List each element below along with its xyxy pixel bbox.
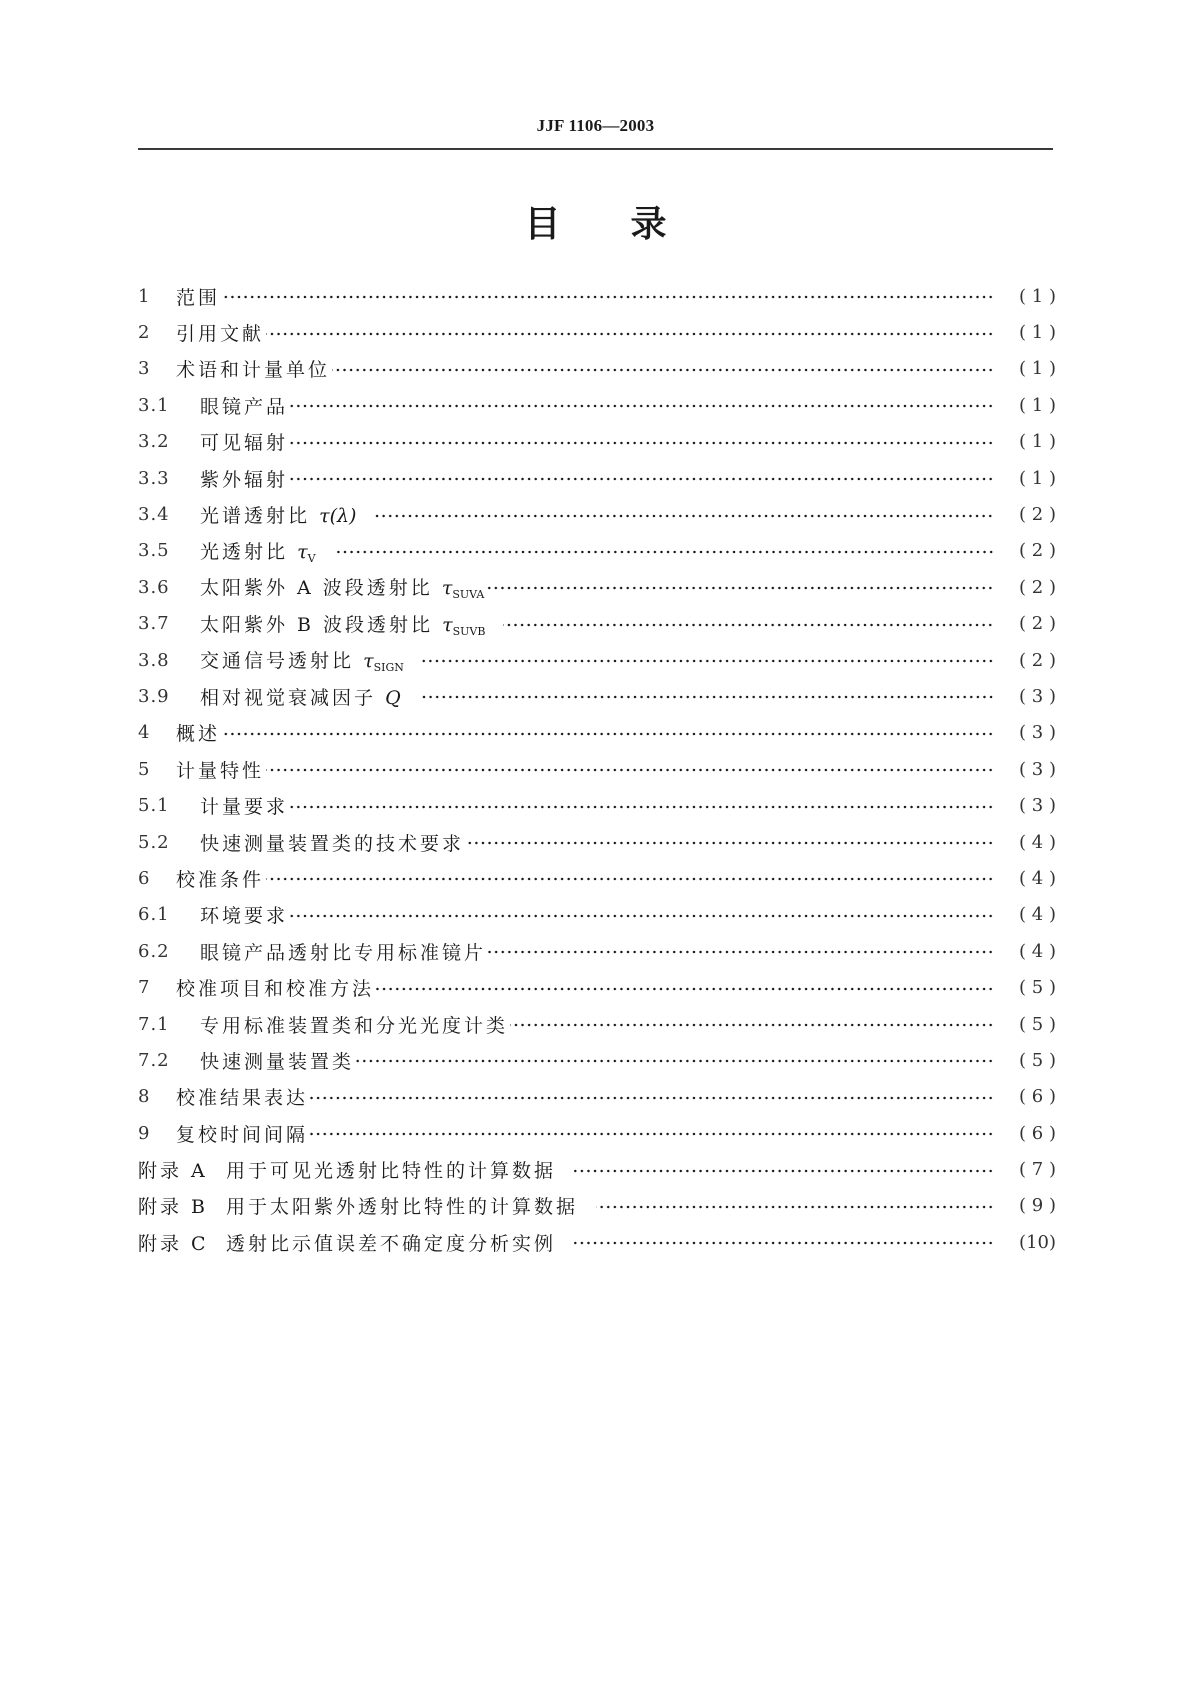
standard-code-header: JJF 1106—2003 (536, 116, 655, 135)
toc-entry-page: ( 2 ) (1019, 540, 1056, 562)
toc-entry-3-9[interactable] (138, 678, 1056, 714)
toc-entry-number: 6 (138, 867, 151, 889)
toc-entry-page: ( 4 ) (1019, 831, 1056, 853)
appendix-prefix: 附录 B (138, 1196, 209, 1219)
toc-entry-3-1[interactable] (138, 387, 1056, 423)
toc-entry-label: 快速测量装置类 (200, 1047, 354, 1074)
toc-entry-page: ( 3 ) (1019, 685, 1056, 707)
dot-leader (290, 804, 994, 810)
symbol-subscript: SUVB (452, 624, 486, 638)
toc-entry-label: 眼镜产品 (200, 392, 288, 419)
symbol-subscript: V (307, 551, 316, 565)
dot-leader (574, 1168, 994, 1174)
dot-leader (266, 331, 994, 337)
toc-entry-number: 5 (138, 758, 151, 780)
toc-entry-page: ( 1 ) (1019, 285, 1056, 307)
appendix-prefix: 附录 C (138, 1232, 209, 1255)
toc-entry-page: ( 5 ) (1019, 977, 1056, 999)
toc-entry-3-7[interactable] (138, 606, 1056, 642)
dot-leader (422, 658, 994, 664)
toc-entry-page: ( 1 ) (1019, 431, 1056, 453)
toc-entry-3-4[interactable] (138, 496, 1056, 532)
toc-entry-label (200, 646, 404, 674)
symbol-q: Q (385, 686, 401, 709)
toc-label-text: 太阳紫外 B 波段透射比 (200, 613, 434, 636)
toc-entry-number: 3.1 (138, 394, 170, 416)
dot-leader (376, 986, 994, 992)
toc-entry-3-6[interactable] (138, 569, 1056, 605)
toc-entry-number: 6.1 (138, 904, 170, 926)
toc-entry-4[interactable] (138, 715, 1056, 751)
toc-entry-number: 4 (138, 722, 151, 744)
toc-entry-appendix-a[interactable] (138, 1151, 1056, 1187)
toc-entry-page: ( 6 ) (1019, 1122, 1056, 1144)
symbol-tau: τ (297, 540, 308, 563)
toc-entry-page: ( 5 ) (1019, 1013, 1056, 1035)
toc-entry-label: 复校时间间隔 (176, 1120, 308, 1147)
dot-leader (419, 694, 994, 700)
toc-label-text: 光谱透射比 (200, 505, 311, 528)
toc-entry-7[interactable] (138, 969, 1056, 1005)
toc-label-text: 交通信号透射比 (200, 650, 355, 673)
toc-label-text: 相对视觉衰减因子 (200, 686, 377, 709)
toc-entry-page: ( 3 ) (1019, 722, 1056, 744)
symbol-tau: τ (363, 650, 374, 673)
toc-entry-page: ( 3 ) (1019, 758, 1056, 780)
toc-entry-number: 5.1 (138, 795, 170, 817)
dot-leader (290, 403, 994, 409)
toc-entry-label (200, 537, 316, 565)
toc-entry-number: 7.1 (138, 1013, 170, 1035)
toc-entry-label (200, 501, 356, 528)
toc-entry-label: 校准结果表达 (176, 1083, 308, 1110)
toc-entry-page: ( 9 ) (1019, 1195, 1056, 1217)
toc-entry-number: 6.2 (138, 940, 170, 962)
table-of-contents (138, 278, 1056, 1261)
toc-entry-number: 3.8 (138, 649, 170, 671)
toc-entry-appendix-c[interactable] (138, 1224, 1056, 1260)
toc-entry-1[interactable] (138, 278, 1056, 314)
dot-leader (222, 731, 994, 737)
toc-entry-page: ( 2 ) (1019, 504, 1056, 526)
dot-leader (290, 476, 994, 482)
toc-entry-number: 3.4 (138, 504, 170, 526)
toc-entry-appendix-b[interactable] (138, 1188, 1056, 1224)
toc-entry-label: 透射比示值误差不确定度分析实例 (226, 1229, 556, 1256)
toc-entry-number: 3.9 (138, 685, 170, 707)
toc-entry-page: ( 1 ) (1019, 394, 1056, 416)
dot-leader (310, 1131, 994, 1137)
toc-label-text: 光透射比 (200, 540, 289, 563)
dot-leader (574, 1240, 994, 1246)
toc-entry-number: 2 (138, 322, 151, 344)
toc-entry-label: 专用标准装置类和分光光度计类 (200, 1011, 508, 1038)
toc-entry-label: 概述 (176, 719, 220, 746)
toc-entry-page: ( 6 ) (1019, 1086, 1056, 1108)
toc-entry-page: ( 1 ) (1019, 467, 1056, 489)
dot-leader (222, 294, 994, 300)
toc-label-text: 太阳紫外 A 波段透射比 (200, 577, 433, 600)
toc-entry-number: 5.2 (138, 831, 170, 853)
toc-entry-6-1[interactable] (138, 897, 1056, 933)
toc-entry-label: 范围 (176, 283, 220, 310)
toc-entry-number: 7 (138, 977, 151, 999)
dot-leader (332, 367, 994, 373)
toc-entry-label: 术语和计量单位 (176, 355, 330, 382)
toc-entry-number: 3.3 (138, 467, 170, 489)
toc-entry-page: ( 7 ) (1019, 1159, 1056, 1181)
toc-entry-number: 9 (138, 1122, 151, 1144)
dot-leader (488, 949, 994, 955)
toc-entry-3[interactable] (138, 351, 1056, 387)
toc-entry-page: ( 4 ) (1019, 940, 1056, 962)
toc-entry-label: 用于太阳紫外透射比特性的计算数据 (226, 1192, 578, 1219)
toc-entry-number: 8 (138, 1086, 151, 1108)
toc-entry-9[interactable] (138, 1115, 1056, 1151)
toc-entry-page: ( 2 ) (1019, 576, 1056, 598)
toc-entry-page: ( 4 ) (1019, 867, 1056, 889)
toc-entry-page: (10) (1019, 1231, 1056, 1253)
symbol-tau-lambda: τ(λ) (319, 505, 357, 528)
dot-leader (290, 913, 994, 919)
dot-leader (290, 440, 994, 446)
toc-entry-number: 3.6 (138, 576, 170, 598)
dot-leader (596, 1204, 994, 1210)
toc-entry-number: 3 (138, 358, 151, 380)
toc-entry-label: 校准项目和校准方法 (176, 974, 374, 1001)
symbol-subscript: SIGN (373, 661, 404, 675)
toc-entry-3-3[interactable] (138, 460, 1056, 496)
toc-entry-number: 3.7 (138, 613, 170, 635)
toc-entry-label: 眼镜产品透射比专用标准镜片 (200, 938, 486, 965)
dot-leader (266, 876, 994, 882)
dot-leader (356, 1058, 994, 1064)
dot-leader (503, 622, 994, 628)
dot-leader (334, 549, 994, 555)
toc-entry-3-5[interactable] (138, 533, 1056, 569)
toc-entry-label: 校准条件 (176, 865, 264, 892)
toc-entry-label: 可见辐射 (200, 428, 288, 455)
toc-entry-3-8[interactable] (138, 642, 1056, 678)
title-char-1: 目 (524, 204, 561, 245)
toc-entry-label: 引用文献 (176, 319, 264, 346)
toc-entry-page: ( 2 ) (1019, 649, 1056, 671)
toc-entry-page: ( 3 ) (1019, 795, 1056, 817)
toc-entry-label: 环境要求 (200, 901, 288, 928)
toc-entry-page: ( 2 ) (1019, 613, 1056, 635)
toc-entry-page: ( 5 ) (1019, 1049, 1056, 1071)
toc-entry-label: 紫外辐射 (200, 465, 288, 492)
dot-leader (266, 767, 994, 773)
toc-entry-5-1[interactable] (138, 787, 1056, 823)
toc-entry-2[interactable] (138, 314, 1056, 350)
toc-entry-8[interactable] (138, 1079, 1056, 1115)
dot-leader (466, 840, 994, 846)
toc-entry-label: 用于可见光透射比特性的计算数据 (226, 1156, 556, 1183)
toc-entry-5-2[interactable] (138, 824, 1056, 860)
header-rule (138, 148, 1053, 150)
toc-entry-label (200, 610, 485, 638)
toc-entry-number: 3.2 (138, 431, 170, 453)
toc-entry-number: 1 (138, 285, 151, 307)
toc-entry-page: ( 1 ) (1019, 322, 1056, 344)
dot-leader (374, 513, 994, 519)
toc-entry-7-1[interactable] (138, 1006, 1056, 1042)
toc-entry-5[interactable] (138, 751, 1056, 787)
toc-entry-page: ( 1 ) (1019, 358, 1056, 380)
toc-entry-6-2[interactable] (138, 933, 1056, 969)
toc-entry-label (200, 683, 401, 710)
page-title (0, 196, 1191, 247)
toc-entry-7-2[interactable] (138, 1042, 1056, 1078)
toc-entry-label: 快速测量装置类的技术要求 (200, 829, 464, 856)
toc-entry-label: 计量要求 (200, 792, 288, 819)
symbol-tau: τ (442, 613, 453, 636)
toc-entry-label: 计量特性 (176, 756, 264, 783)
symbol-subscript: SUVA (452, 588, 485, 602)
dot-leader (486, 585, 994, 591)
appendix-prefix: 附录 A (138, 1160, 208, 1183)
toc-entry-6[interactable] (138, 860, 1056, 896)
toc-entry-label (200, 573, 484, 601)
dot-leader (510, 1022, 994, 1028)
toc-entry-3-2[interactable] (138, 424, 1056, 460)
title-char-2: 录 (630, 204, 667, 245)
toc-entry-page: ( 4 ) (1019, 904, 1056, 926)
toc-entry-number: 3.5 (138, 540, 170, 562)
dot-leader (310, 1095, 994, 1101)
symbol-tau: τ (441, 577, 453, 600)
toc-entry-number: 7.2 (138, 1049, 170, 1071)
